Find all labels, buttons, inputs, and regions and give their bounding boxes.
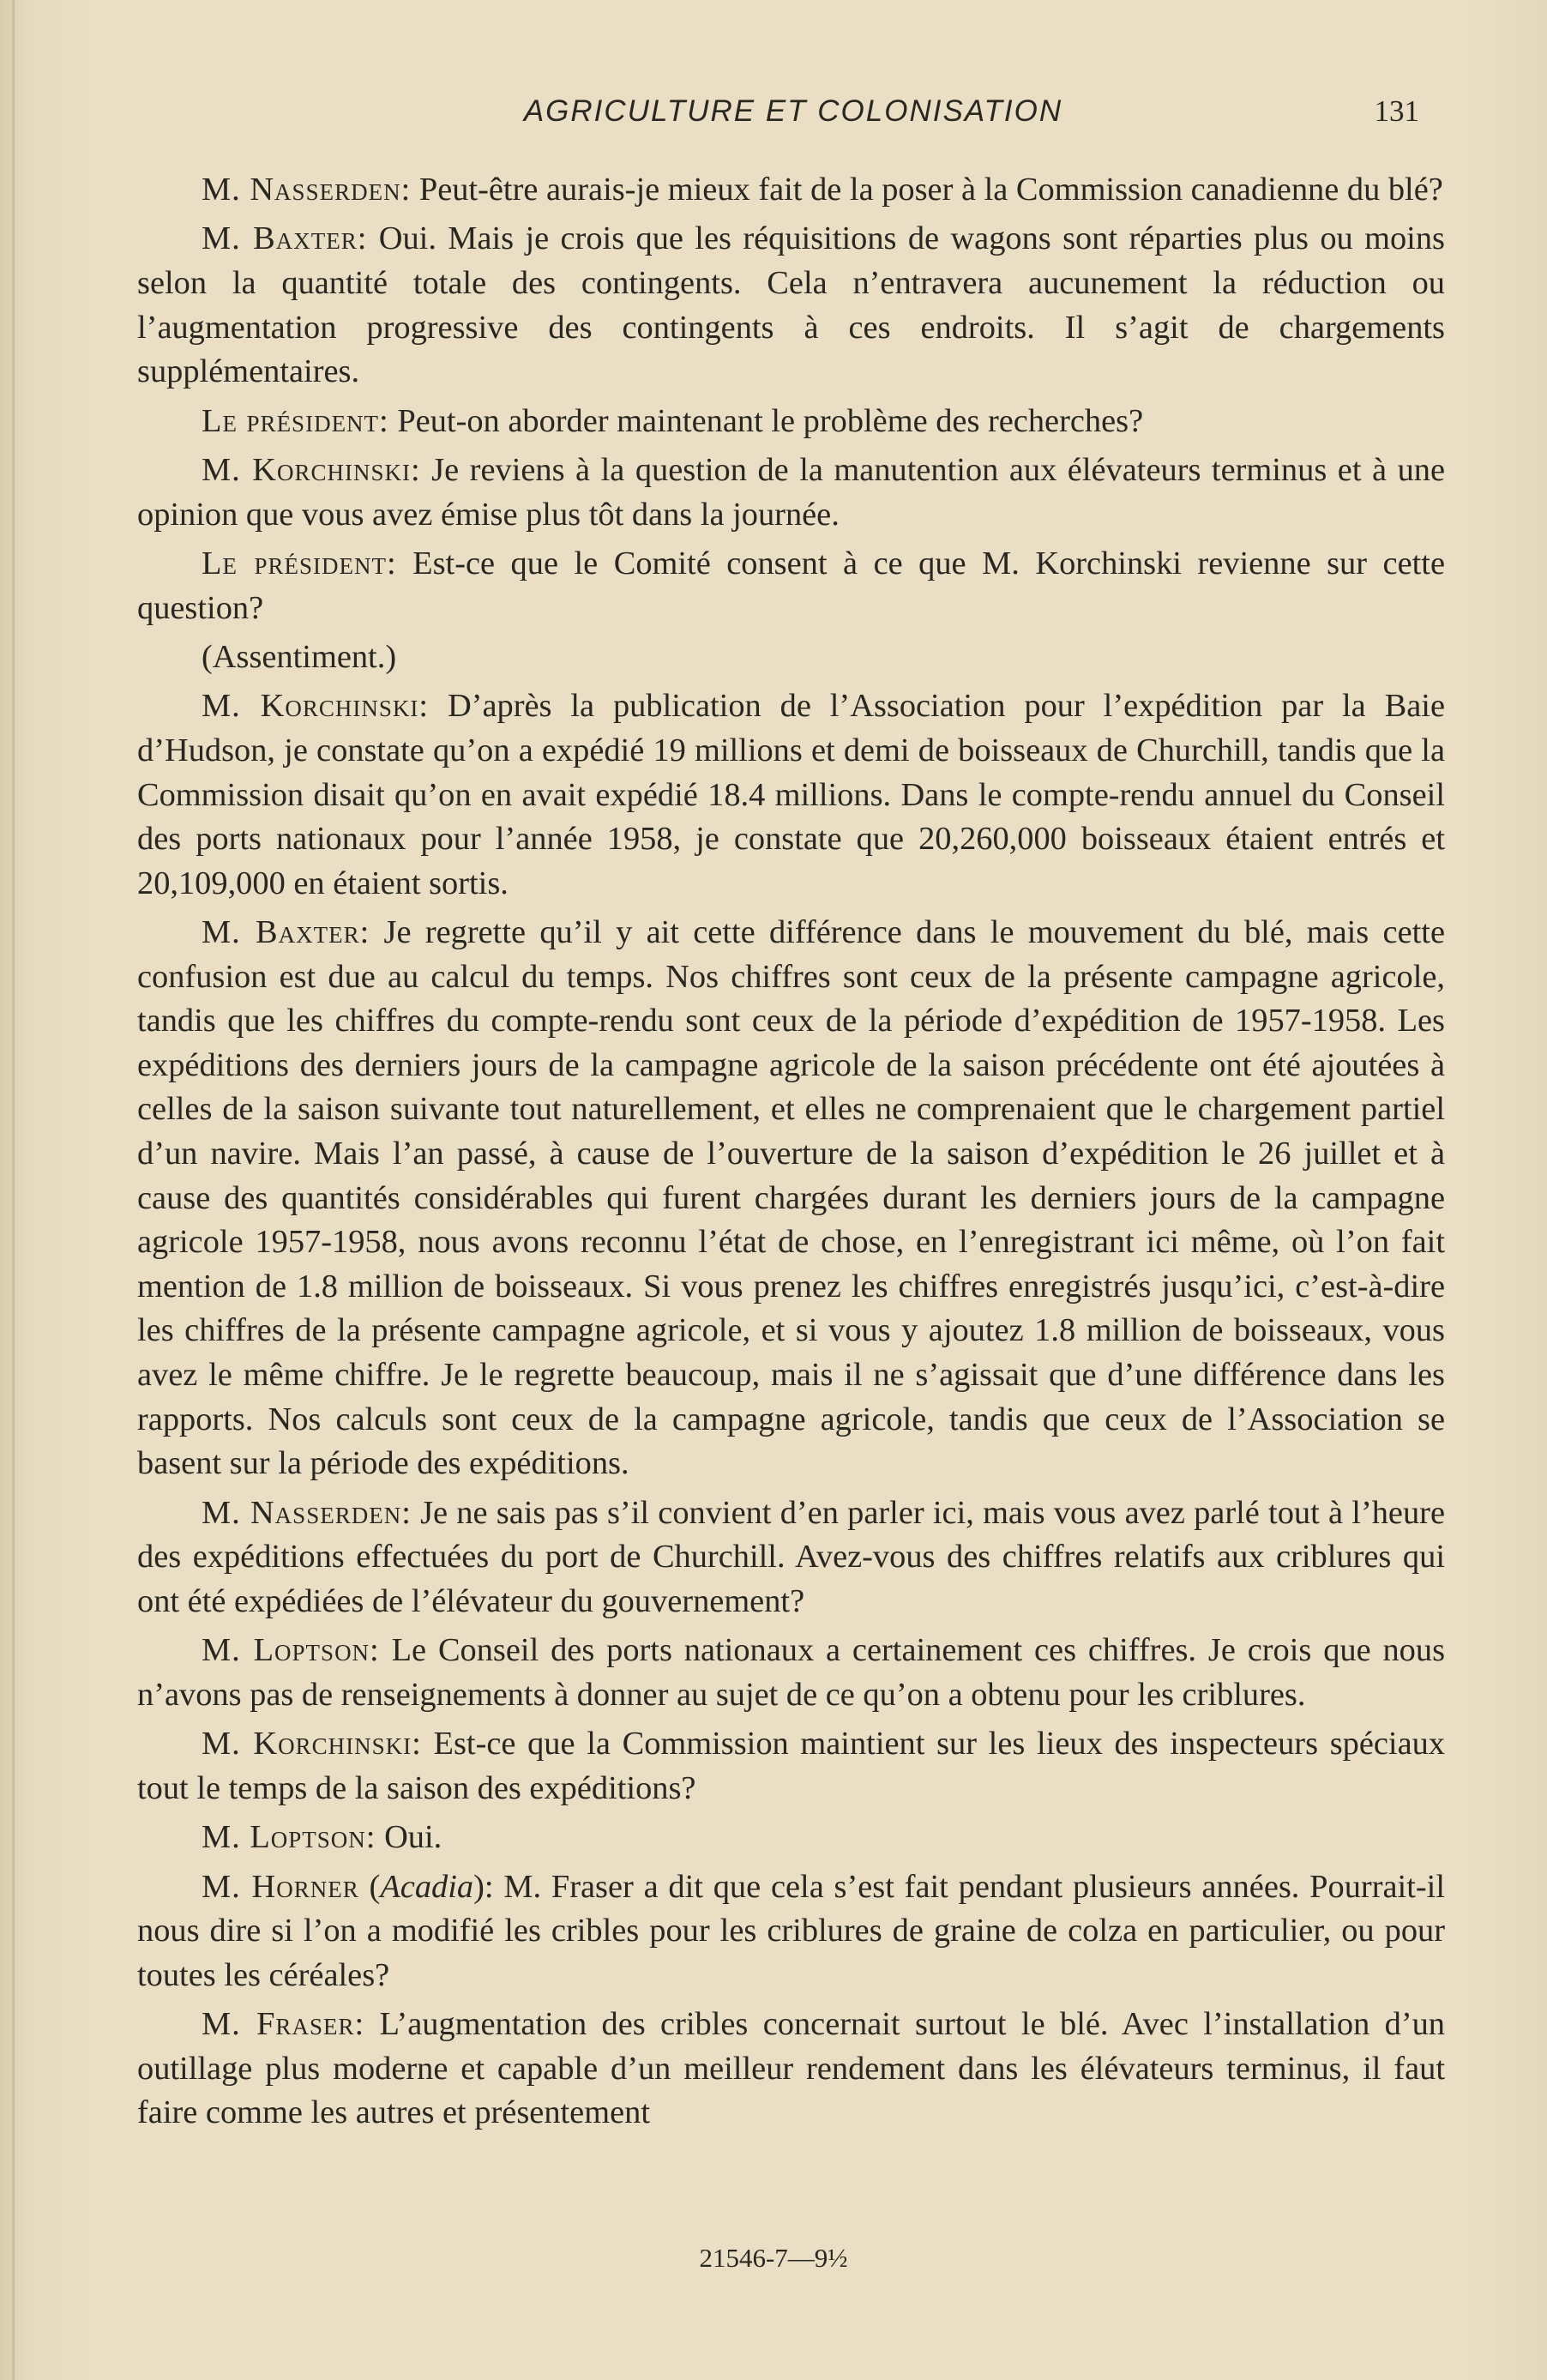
paragraph-text: D’après la publication de l’Association pour l’expédition par la Baie d’Hudson, je constate qu’on a expédié 19 millions et demi de boisseaux de Churchill, tandis que la Commission disait qu’on en avait expédié 18.4 millions. Dans le compte-rendu annuel du Conseil des ports nationaux pour l’année 1958, je constate que 20,260,000 boisseaux étaient entrés et 20,109,000 en étaient sortis.: [137, 688, 1445, 901]
speaker: M. Baxter:: [202, 914, 370, 951]
speaker: M. Nasserden:: [202, 1494, 412, 1531]
paragraph-11: [137, 1722, 1445, 1811]
speaker: M. Loptson:: [202, 1632, 380, 1669]
paragraph-text: Je ne sais pas s’il convient d’en parler ici, mais vous avez parlé tout à l’heure des expéditions effectuées du port de Churchill. Avez-vous des chiffres relatifs aux criblures qui ont été expédiées de l’élévateur du gouvernement?: [137, 1494, 1445, 1619]
paragraph-2: [137, 217, 1445, 394]
paragraph-8: [137, 911, 1445, 1486]
paragraph-5: [137, 542, 1445, 630]
page-edge: [12, 0, 15, 2380]
paragraph-14: [137, 2003, 1445, 2136]
paragraph-text: Le Conseil des ports nationaux a certainement ces chiffres. Je crois que nous n’avons pas de renseignements à donner au sujet de ce qu’on a obtenu pour les criblures.: [137, 1632, 1446, 1713]
paragraph-text: : M. Fraser a dit que cela s’est fait pendant plusieurs années. Pourrait-il nous dire si l’on a modifié les cribles pour les criblures de graine de colza en particulier, ou pour toutes les céréales?: [137, 1868, 1445, 1993]
paragraph-10: [137, 1629, 1445, 1717]
page-number: 131: [1374, 94, 1419, 128]
paragraph-6: [137, 636, 1445, 680]
page-body: [137, 168, 1445, 2141]
speaker: M. Korchinski:: [202, 688, 430, 725]
paragraph-text: Oui.: [376, 1819, 442, 1856]
paragraph-text: Est-ce que le Comité consent à ce que M. Korchinski revienne sur cette question?: [137, 545, 1445, 626]
speaker: M. Baxter:: [202, 220, 368, 257]
riding-name: Acadia: [380, 1868, 474, 1905]
speaker: Le président:: [202, 402, 389, 439]
speaker: Le président:: [202, 545, 397, 581]
running-title: AGRICULTURE ET COLONISATION: [523, 94, 1063, 128]
paragraph-text: Je regrette qu’il y ait cette différence dans le mouvement du blé, mais cette confusion est due au calcul du temps. Nos chiffres sont ceux de la présente campagne agricole, tandis que les chiffres du compte-rendu sont ceux de la période d’expédition de 1957-1958. Les expéditions des derniers jours de la campagne agricole de la saison précédente ont été ajoutées à celles de la saison suivante tout naturellement, et elles ne comprenaient que le chargement partiel d’un navire. Mais l’an passé, à cause de l’ouverture de la saison d’expédition le 26 juillet et à cause des quantités considérables qui furent chargées durant les derniers jours de la campagne agricole 1957-1958, nous avons reconnu l’état de chose, en l’enregistrant ici même, où l’on fait mention de 1.8 million de boisseaux. Si vous prenez les chiffres enregistrés jusqu’ici, c’est-à-dire les chiffres de la présente campagne agricole, et si vous y ajoutez 1.8 million de boisseaux, vous avez le même chiffre. Je le regrette beaucoup, mais il ne s’agissait que d’une différence dans les rapports. Nos calculs sont ceux de la campagne agricole, tandis que ceux de l’Association se basent sur la période des expéditions.: [137, 914, 1445, 1482]
speaker: M. Horner: [202, 1868, 359, 1905]
speaker: M. Fraser:: [202, 2006, 365, 2043]
paragraph-text: Je reviens à la question de la manutention aux élévateurs terminus et à une opinion que vous avez émise plus tôt dans la journée.: [137, 451, 1445, 533]
printer-signature: 21546-7—9½: [699, 2243, 848, 2273]
paragraph-9: [137, 1491, 1445, 1624]
speaker: M. Nasserden:: [202, 172, 412, 208]
paragraph-text: Peut-être aurais-je mieux fait de la poser à la Commission canadienne du blé?: [411, 172, 1443, 208]
paragraph-7: [137, 684, 1445, 906]
paragraph-1: [137, 168, 1445, 213]
paragraph-4: [137, 449, 1445, 537]
paragraph-12: [137, 1816, 1445, 1860]
paragraph-text: (Assentiment.): [202, 638, 397, 675]
paragraph-text: Peut-on aborder maintenant le problème des recherches?: [388, 402, 1144, 439]
paragraph-13: M. Horner (Acadia): M. Fraser a dit que cela s’est fait pendant plusieurs années. Pourrait-il nous dire si l’on a modifié les cribles pour les criblures de graine de colza en particulier, ou pour toutes les céréales?: [137, 1868, 1445, 1993]
speaker: M. Korchinski:: [202, 451, 421, 488]
paragraph-text: Oui. Mais je crois que les réquisitions de wagons sont réparties plus ou moins selon la quantité totale des contingents. Cela n’entravera aucunement la réduction ou l’augmentation progressive des contingents à ces endroits. Il s’agit de chargements supplémentaires.: [137, 220, 1445, 390]
speaker: M. Korchinski:: [202, 1726, 422, 1762]
speaker: M. Loptson:: [202, 1819, 376, 1856]
paragraph-text: L’augmentation des cribles concernait surtout le blé. Avec l’installation d’un outillage plus moderne et capable d’un meilleur rendement dans les élévateurs terminus, il faut faire comme les autres et présentement: [137, 2006, 1446, 2131]
paragraph-3: [137, 400, 1445, 444]
paragraph-text: Est-ce que la Commission maintient sur les lieux des inspecteurs spéciaux tout le temps de la saison des expéditions?: [137, 1726, 1446, 1806]
page-header: [141, 94, 1445, 146]
